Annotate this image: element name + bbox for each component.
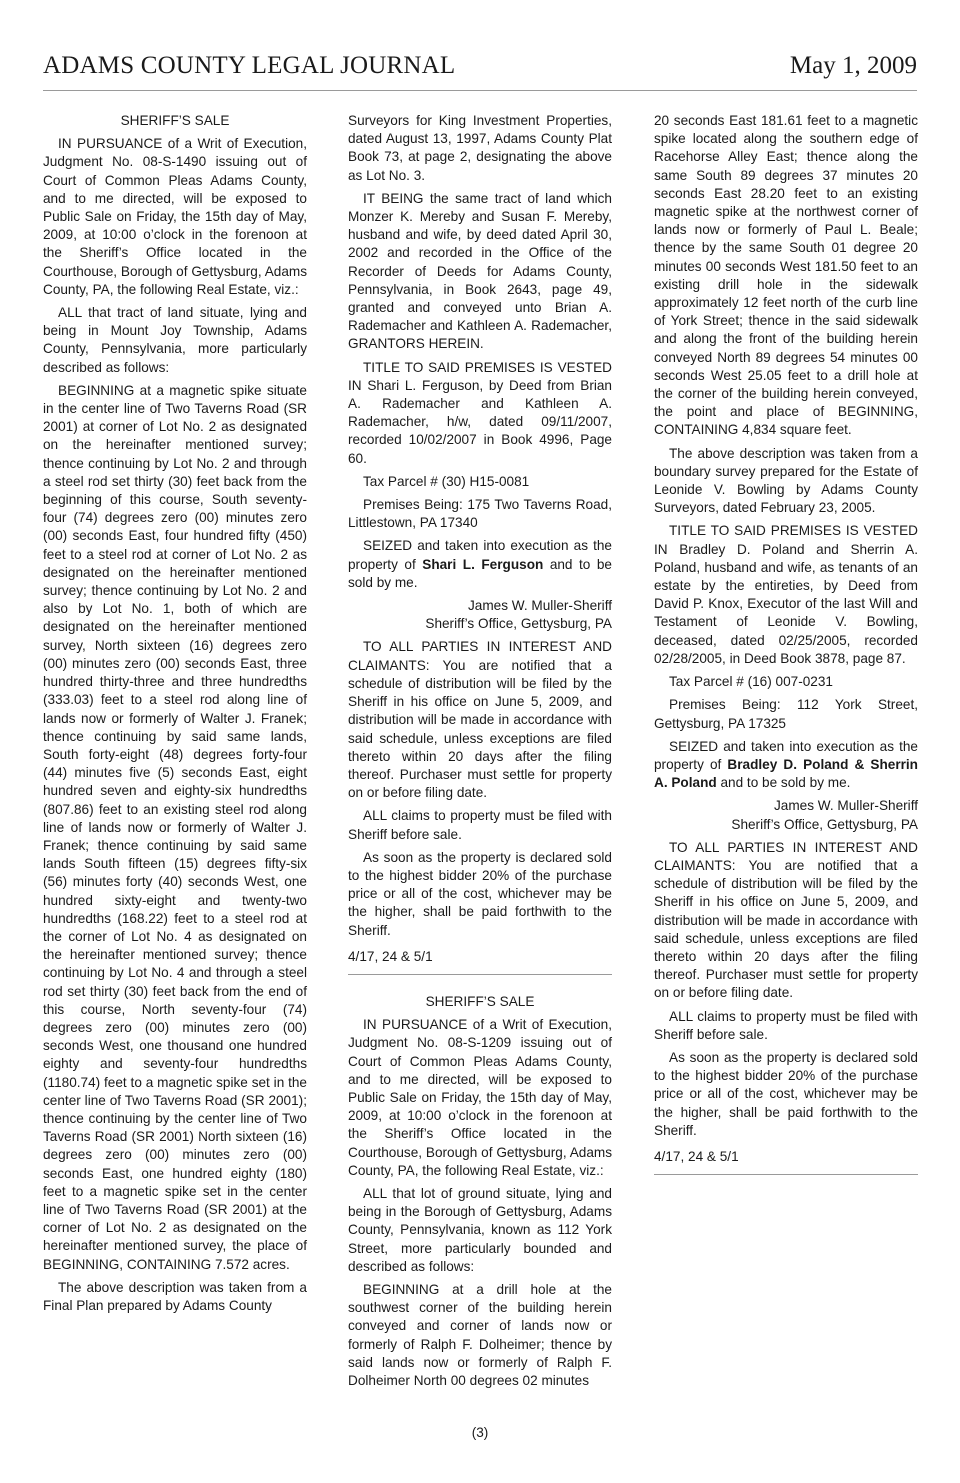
notice1-seized [348, 537, 612, 592]
column-1 [43, 112, 307, 1320]
notice1-seized-before: SEIZED and taken into execution as the property of [348, 538, 612, 572]
notice2-pub-dates: 4/17, 24 & 5/1 [654, 1148, 739, 1164]
notice2-owner-name: Bradley D. Poland & Sherrin A. Poland [654, 756, 918, 791]
notice2-title: TITLE TO SAID PREMISES IS VESTED IN Bradley D. Poland and Sherrin A. Poland, husband and wife, as tenants of an estate by the entireties, by Deed from David P. Knox, Executor of the last Will and Testament of Leonide V. Bowling, deceased, dated 02/25/2005, recorded 02/28/2005, in Deed Book 3878, page 87. [654, 523, 918, 666]
notice-divider [348, 974, 612, 975]
notice2-parties: TO ALL PARTIES IN INTEREST AND CLAIMANTS: You are notified that a schedule of distribution will be filed by the Sheriff in his office on June 5, 2009, and distribution will be made in accordance with said schedule, unless exceptions are filed thereto within 20 days after the filing thereof. Purchaser must settle for property on or before filing date. [654, 839, 918, 1001]
journal-title: ADAMS COUNTY LEGAL JOURNAL [43, 52, 456, 79]
notice1-pub-dates: 4/17, 24 & 5/1 [348, 948, 433, 964]
notice2-seized-before: SEIZED and taken into execution as the property of [654, 738, 918, 772]
notice1-tract: ALL that tract of land situate, lying and being in Mount Joy Township, Adams County, Pennsylvania, more particularly described as follows: [43, 305, 307, 375]
notice1-sheriff-name: James W. Muller-Sheriff [467, 598, 612, 614]
notice1-being: IT BEING the same tract of land which Monzer K. Mereby and Susan F. Mereby, husband and wife, by deed dated April 30, 2002 and recorded in the Office of the Recorder of Deeds for Adams County, Pennsylvania, in Book 2643, page 49, granted and conveyed unto Brian A. Rademacher and Kathleen A. Rademacher, GRANTORS HEREIN. [348, 190, 612, 352]
notice-end-divider [654, 1174, 918, 1175]
column-3 [654, 112, 918, 1193]
page-number: (3) [471, 1425, 489, 1440]
notice2-sold: As soon as the property is declared sold to the highest bidder 20% of the purchase price or all of the cost, whichever may be the higher, shall be paid forthwith to the Sheriff. [654, 1049, 918, 1138]
notice2-seized-after: and to be sold by me. [716, 775, 851, 791]
notice2-sheriff-office: Sheriff’s Office, Gettysburg, PA [731, 816, 918, 832]
notice1-premises: Premises Being: 175 Two Taverns Road, Littlestown, PA 17340 [348, 497, 612, 531]
notice2-tax-parcel: Tax Parcel # (16) 007-0231 [669, 674, 833, 690]
notice1-heading: SHERIFF’S SALE [120, 113, 230, 128]
notice2-seized [654, 738, 918, 793]
notice2-heading: SHERIFF’S SALE [425, 993, 535, 1009]
notice1-parties: TO ALL PARTIES IN INTEREST AND CLAIMANTS: You are notified that a schedule of distribution will be filed by the Sheriff in his office on June 5, 2009, and distribution will be made in accordance with said schedule, unless exceptions are filed thereto within 20 days after the filing thereof. Purchaser must settle for property on or before filing date. [348, 639, 612, 801]
notice1-beginning: BEGINNING at a magnetic spike situate in the center line of Two Taverns Road (SR 2001) at corner of Lot No. 2 as designated on the hereinafter mentioned survey; thence continuing by Lot No. 2 and through a steel rod set thirty (30) feet back from the beginning of this course, South seventy-four (74) degrees zero (00) minutes zero (00) seconds East, four hundred fifty (450) feet to a steel rod at corner of Lot No. 2 as designated on the hereinafter mentioned survey; thence continuing by Lot No. 2 and also by Lot No. 1, both of which are designated on the hereinafter mentioned survey, North sixteen (16) degrees zero (00) minutes zero (00) seconds East, three hundred thirty-three and three hundredths (333.03) feet to a steel rod along line of lands now or formerly of Walter J. Franek; thence continuing by said same lands, South forty-eight (48) degrees forty-four (44) minutes five (5) seconds East, eight hundred seven and eighty-six hundredths (807.86) feet to an existing steel rod along line of lands now or formerly of Walter J. Franek; thence continuing by said same lands South fifteen (15) degrees fifty-six (56) minutes forty (40) seconds West, one hundred sixty-eight and twenty-two hundredths (168.22) feet to a steel rod at the corner of Lot No. 4 as designated on the hereinafter mentioned survey; thence continuing by Lot No. 4 and through a steel rod set thirty (30) feet back from the end of this course, North seventy-four (74) degrees zero (00) minutes zero (00) seconds West, one thousand one hundred eighty and seventy-four hundredths (1180.74) feet to a magnetic spike set in the center line of Two Taverns Road (SR 2001); thence continuing by the center line of Two Taverns Road (SR 2001) North sixteen (16) degrees zero (00) minutes zero (00) seconds East, one hundred eighty (180) feet to a magnetic spike set in the center line of Two Taverns Road (SR 2001) at the corner of Lot No. 2 as designated on the hereinafter mentioned survey, the place of BEGINNING, CONTAINING 7.572 acres. [43, 382, 307, 1272]
notice2-claims: ALL claims to property must be filed with Sheriff before sale. [654, 1008, 918, 1042]
notice2-sheriff-name: James W. Muller-Sheriff [773, 798, 918, 814]
notice1-title: TITLE TO SAID PREMISES IS VESTED IN Shari L. Ferguson, by Deed from Brian A. Rademacher and Kathleen A. Rademacher, h/w, dated 09/11/2007, recorded 10/02/2007 in Book 4996, Page 60. [348, 359, 612, 466]
column-2-content [348, 112, 612, 1395]
notice2-premises: Premises Being: 112 York Street, Gettysburg, PA 17325 [654, 697, 918, 731]
notice2-intro: IN PURSUANCE of a Writ of Execution, Judgment No. 08-S-1209 issuing out of Court of Common Pleas Adams County, and to me directed, will be exposed to Public Sale on Friday, the 15th day of May, 2009, at 10:00 o’clock in the forenoon at the Sheriff’s Office located in the Courthouse, Borough of Gettysburg, Adams County, PA, the following Real Estate, viz.: [348, 1017, 612, 1178]
notice1-signature [348, 597, 612, 633]
notice1-claims: ALL claims to property must be filed with Sheriff before sale. [348, 808, 612, 842]
notice2-signature [654, 797, 918, 833]
notice2-beginning-cont: 20 seconds East 181.61 feet to a magnetic spike located along the southern edge of Racehorse Alley East; thence along the same South 89 degrees 37 minutes 20 seconds East 28.20 feet to an existing magnetic spike at the northwest corner of lands now or formerly of Paul L. Beale; thence by the same South 01 degree 20 minutes 00 seconds West 181.50 feet to an existing drill hole in the sidewalk approximately 12 feet north of the curb line of York Street; thence in the said sidewalk and along the front of the building herein conveyed North 89 degrees 54 minutes 00 seconds West 25.05 feet to a drill hole at the corner of the building herein conveyed, the point and place of BEGINNING, CONTAINING 4,834 square feet. [654, 113, 918, 438]
notice1-tax-parcel: Tax Parcel # (30) H15-0081 [363, 473, 530, 489]
notice1-description-cont: Surveyors for King Investment Properties, dated August 13, 1997, Adams County Plat Book 73, at page 2, designating the above as Lot No. 3. [348, 113, 612, 183]
page-header [43, 52, 917, 91]
notice1-seized-after: and to be sold by me. [348, 556, 612, 590]
notice2-beginning: BEGINNING at a drill hole at the southwest corner of the building herein conveyed and corner of lands now or formerly of Ralph F. Dolheimer; thence by said lands now or formerly of Ralph F. Dolheimer North 00 degrees 02 minutes [348, 1281, 612, 1388]
notice2-description: The above description was taken from a boundary survey prepared for the Estate of Leonide V. Bowling by Adams County Surveyors, dated February 23, 2005. [654, 445, 918, 516]
notice1-sold: As soon as the property is declared sold to the highest bidder 20% of the purchase price or all of the cost, whichever may be the higher, shall be paid forthwith to the Sheriff. [348, 849, 612, 938]
notice2-lot: ALL that lot of ground situate, lying and being in the Borough of Gettysburg, Adams County, Pennsylvania, known as 112 York Street, more particularly bounded and described as follows: [348, 1185, 612, 1274]
notice1-sheriff-office: Sheriff’s Office, Gettysburg, PA [425, 616, 612, 632]
notice1-description: The above description was taken from a Final Plan prepared by Adams County [43, 1279, 307, 1313]
notice1-owner-name: Shari L. Ferguson [422, 556, 544, 572]
notice1-intro: IN PURSUANCE of a Writ of Execution, Judgment No. 08-S-1490 issuing out of Court of Common Pleas Adams County, and to me directed, will be exposed to Public Sale on Friday, the 15th day of May, 2009, at 10:00 o’clock in the forenoon at the Sheriff’s Office located in the Courthouse, Borough of Gettysburg, Adams County, PA, the following Real Estate, viz.: [43, 136, 307, 297]
issue-date: May 1, 2009 [789, 52, 917, 79]
